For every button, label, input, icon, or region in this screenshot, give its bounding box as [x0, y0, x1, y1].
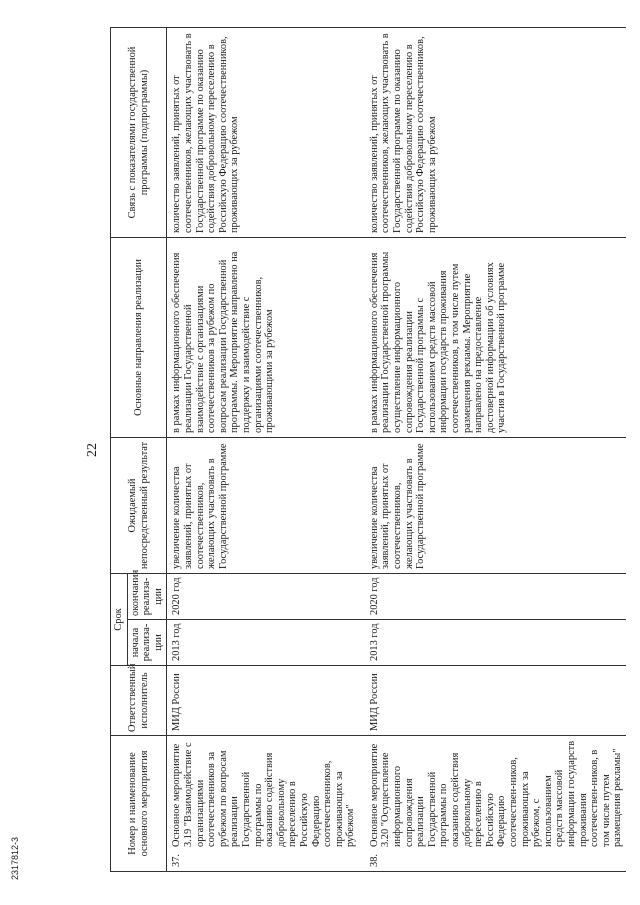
page-number: 22: [85, 443, 100, 457]
row-number: 37.: [171, 854, 183, 867]
cell-start: 2013 год: [359, 620, 626, 666]
cell-start: 2013 год: [167, 620, 359, 666]
cell-executor: МИД России: [359, 666, 626, 736]
row-number: 38.: [368, 854, 380, 867]
table-row: [359, 28, 626, 872]
cell-link: количество заявлений, принятых от соотечественников, желающих участвовать в Государственной программе по оказанию содействия добровольному переселению в Российскую Федерацию соотечественников, проживающих за рубежом: [359, 28, 626, 238]
measure-name: Основное мероприятие 3.19 "Взаимодействие с организациями соотечественников за рубежом по вопросам реализации Государственной программы по оказанию содействия добровольному переселению в Российскую Федерацию соотечественников, проживающих за рубежом": [171, 742, 357, 847]
cell-result: увеличение количества заявлений, принятых от соотечественников, желающих участвовать в Государственной программе: [359, 438, 626, 574]
header-link: Связь с показателями государственной программы (подпрограммы): [111, 28, 167, 238]
document-page: [85, 28, 624, 872]
document-code: 2317812-3: [10, 836, 20, 880]
header-period: Срок: [111, 574, 128, 666]
cell-executor: МИД России: [167, 666, 359, 736]
cell-end: 2020 год: [167, 574, 359, 620]
measure-name: Основное мероприятие 3.20 "Осуществление информационного сопровождения реализации Государственной программы по оказанию содействия добровольному переселению в Российскую Федерацию соотечествен-ников, проживающих за рубежом, с использованием средств массовой информации государств проживания соотечествен-ников, в том числе путем размещения рекламы": [368, 740, 624, 847]
table-header-row: [111, 28, 128, 872]
header-start: начала реализа-ции: [127, 620, 167, 666]
header-number-name: Номер и наименование основного мероприятия: [111, 736, 167, 872]
cell-end: 2020 год: [359, 574, 626, 620]
cell-directions: в рамках информационного обеспечения реализации Государственной взаимодействие с организациями соотечественников за рубежом по вопросам реализации Государственной программы. Мероприятие направлено на поддержку и взаимодействие с организациями соотечественников, проживающими за рубежом: [167, 238, 359, 438]
table-row: [167, 28, 359, 872]
cell-link: количество заявлений, принятых от соотечественников, желающих участвовать в Государственной программе по оказанию содействия добровольному переселению в Российскую Федерацию соотечественников, проживающих за рубежом: [167, 28, 359, 238]
cell-number-name: [167, 736, 359, 872]
cell-result: увеличение количества заявлений, принятых от соотечественников, желающих участвовать в Государственной программе: [167, 438, 359, 574]
cell-directions: в рамках информационного обеспечения реализации Государственной программы осуществление информационного сопровождения реализации Государственной программы с использованием средств массовой информации государств проживания соотечественников, в том числе путем размещения рекламы. Мероприятие направлено на предоставление достоверной информации об условиях участия в Государственной программе: [359, 238, 626, 438]
header-executor: Ответственный исполнитель: [111, 666, 167, 736]
measures-table: [110, 27, 626, 872]
header-end: окончания реализа-ции: [127, 574, 167, 620]
header-directions: Основные направления реализации: [111, 238, 167, 438]
cell-number-name: [359, 736, 626, 872]
header-result: Ожидаемый непосредственный результат: [111, 438, 167, 574]
